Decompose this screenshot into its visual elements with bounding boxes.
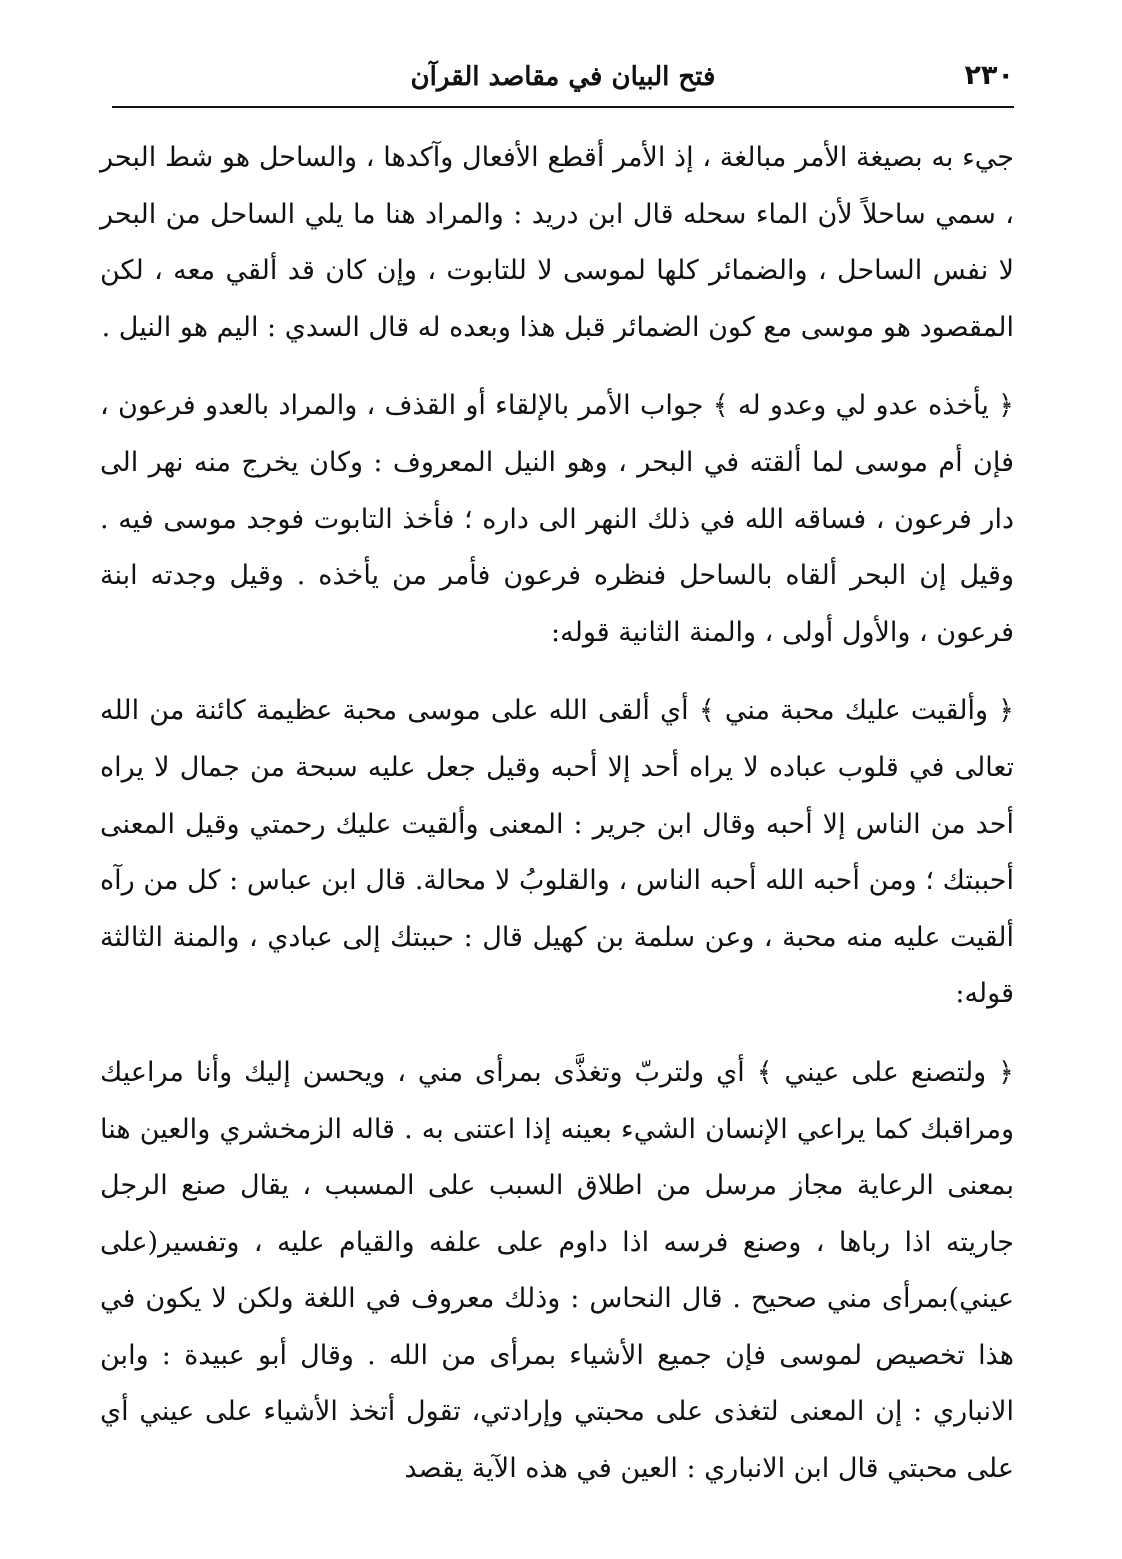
text-line: والعين هنا بمعنى الرعاية مجاز مرسل من اطلاق السبب على المسبب ، يقال [100, 1113, 1015, 1202]
text-line: حببتك إلى عبادي ، والمنة الثالثة قوله: [100, 921, 1014, 1010]
text-line: ﴿ وألقيت عليك محبة مني ﴾ أي ألقى الله على موسى محبة عظيمة كائنة [194, 695, 1014, 727]
page-number: ٢٣٠ [964, 60, 1014, 91]
paragraph-gap [100, 661, 1014, 683]
text-line: يخرج منه نهر الى دار فرعون ، فساقه الله في ذلك النهر الى داره ؛ فأخذ [100, 446, 1014, 535]
text-line: ابن عباس : كل من رآه ألقيت عليه منه محبة ، وعن سلمة بن كهيل قال : [100, 865, 1014, 953]
text-line: من يأخذه . وقيل وجدته ابنة فرعون ، والأول أولى ، والمنة الثانية قوله: [100, 560, 1014, 648]
text-line: ولكن لا يكون في هذا تخصيص لموسى فإن جميع الأشياء بمرأى من الله . وقال [100, 1283, 1014, 1371]
body-text [100, 130, 1014, 1498]
paragraph-gap [100, 356, 1014, 378]
text-line: جمال لا يراه أحد من الناس إلا أحبه وقال ابن جرير : المعنى وألقيت عليك [100, 751, 1014, 840]
text-line: الأشياء على عيني أي على محبتي قال ابن الانباري : العين في هذه الآية يقصد [100, 1396, 1014, 1485]
text-line: وتفسير(على عيني)بمرأى مني صحيح . قال النحاس : وذلك معروف في اللغة [100, 1226, 1014, 1315]
book-title: فتح البيان في مقاصد القرآن [410, 62, 716, 92]
text-line: رحمتي وقيل المعنى أحببتك ؛ ومن أحبه الله أحبه الناس ، والقلوبُ لا محالة. قال [100, 808, 1015, 897]
text-line: أبو عبيدة : وابن الانباري : إن المعنى لتغذى على محبتي وإرادتي، تقول أتخذ [100, 1339, 1014, 1428]
paragraph [100, 1045, 1014, 1498]
paragraph [100, 130, 1014, 356]
text-line: مراعيك ومراقبك كما يراعي الإنسان الشيء بعينه إذا اعتنى به . قاله الزمخشري [100, 1056, 1014, 1145]
text-line: ﴿ ولتصنع على عيني ﴾ أي ولتربّ وتغذَّى بمرأى مني ، ويحسن إليك وأنا [195, 1056, 1014, 1088]
paragraph [100, 683, 1014, 1023]
text-line: كان قد ألقي معه ، لكن المقصود هو موسى مع كون الضمائر قبل هذا وبعده [100, 255, 1014, 343]
text-line: بالعدو فرعون ، فإن أم موسى لما ألقته في البحر ، وهو النيل المعروف : وكان [100, 390, 1014, 478]
text-line: جيء به بصيغة الأمر مبالغة ، إذ الأمر أقطع الأفعال وآكدها ، والساحل هو شط [164, 142, 1014, 173]
text-line: له قال السدي : اليم هو النيل . [101, 311, 441, 343]
paragraph-gap [100, 1023, 1014, 1045]
text-line: صنع الرجل جاريته اذا رباها ، وصنع فرسه اذا داوم على علفه والقيام عليه ، [100, 1170, 1014, 1258]
text-line: من الله تعالى في قلوب عباده لا يراه أحد إلا أحبه وقيل جعل عليه سبحة من [100, 695, 1014, 783]
running-header [112, 58, 1014, 108]
paragraph [100, 378, 1014, 661]
text-line: الساحل من البحر لا نفس الساحل ، والضمائر كلها لموسى لا للتابوت ، وإن [100, 198, 1014, 287]
text-line: ﴿ يأخذه عدو لي وعدو له ﴾ جواب الأمر بالإلقاء أو القذف ، والمراد [278, 390, 1014, 422]
text-line: البحر ، سمي ساحلاً لأن الماء سحله قال ابن دريد : والمراد هنا ما يلي [100, 142, 1014, 230]
text-line: التابوت فوجد موسى فيه . وقيل إن البحر ألقاه بالساحل فنظره فرعون فأمر [100, 503, 1014, 592]
